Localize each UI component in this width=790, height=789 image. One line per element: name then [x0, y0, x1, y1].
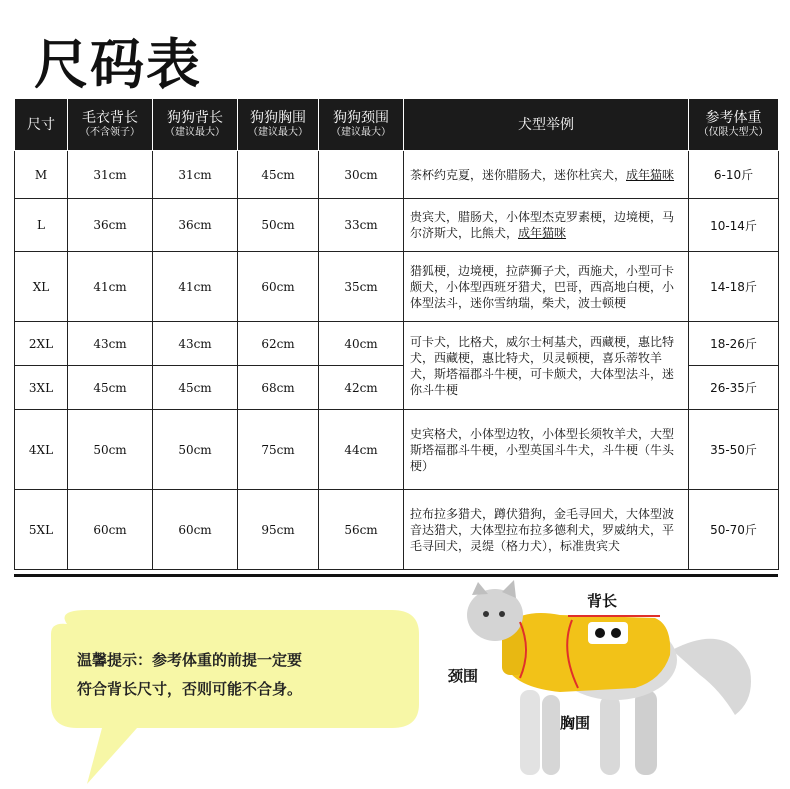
- cell-size: L: [15, 199, 68, 252]
- cell-sweater: 50cm: [68, 410, 153, 490]
- cell-back: 36cm: [153, 199, 238, 252]
- table-bottom-divider: [14, 574, 778, 577]
- cat-measurement-diagram: [450, 580, 780, 785]
- cell-size: 4XL: [15, 410, 68, 490]
- size-chart-table: [14, 98, 779, 570]
- chest-label: 胸围: [560, 714, 591, 732]
- cell-weight: 6-10斤: [689, 151, 779, 199]
- header-sweater-length: 毛衣背长 （不含领子）: [68, 99, 153, 151]
- cell-sweater: 43cm: [68, 322, 153, 366]
- header-dog-back: 狗狗背长 （建议最大）: [153, 99, 238, 151]
- header-dog-neck: 狗狗颈围 （建议最大）: [319, 99, 404, 151]
- cell-back: 31cm: [153, 151, 238, 199]
- cell-size: 5XL: [15, 490, 68, 570]
- header-dog-chest: 狗狗胸围 （建议最大）: [238, 99, 319, 151]
- cell-neck: 40cm: [319, 322, 404, 366]
- tip-bubble: [47, 604, 419, 718]
- table-row: [15, 252, 779, 322]
- cell-sweater: 60cm: [68, 490, 153, 570]
- cell-weight: 10-14斤: [689, 199, 779, 252]
- table-row: [15, 322, 779, 366]
- cell-chest: 60cm: [238, 252, 319, 322]
- cell-weight: 50-70斤: [689, 490, 779, 570]
- table-row: [15, 199, 779, 252]
- cell-neck: 35cm: [319, 252, 404, 322]
- cell-neck: 30cm: [319, 151, 404, 199]
- cell-chest: 95cm: [238, 490, 319, 570]
- cell-breeds: 猎狐梗，边境梗，拉萨狮子犬，西施犬，小型可卡颇犬，小体型西班牙猎犬，巴哥，西高地白梗，小体型法斗，迷你雪纳瑞，柴犬，波士顿梗: [404, 252, 689, 322]
- cell-chest: 50cm: [238, 199, 319, 252]
- table-header-row: [15, 99, 779, 151]
- cell-chest: 62cm: [238, 322, 319, 366]
- cell-weight: 18-26斤: [689, 322, 779, 366]
- cell-back: 60cm: [153, 490, 238, 570]
- cell-weight: 35-50斤: [689, 410, 779, 490]
- table-row: [15, 410, 779, 490]
- cell-neck: 42cm: [319, 366, 404, 410]
- header-breeds: 犬型举例: [404, 99, 689, 151]
- cell-back: 43cm: [153, 322, 238, 366]
- neck-label: 颈围: [448, 667, 479, 685]
- cell-chest: 68cm: [238, 366, 319, 410]
- header-size: 尺寸: [15, 99, 68, 151]
- cell-sweater: 45cm: [68, 366, 153, 410]
- tip-line-2: 符合背长尺寸，否则可能不合身。: [77, 680, 303, 698]
- page-title: 尺码表: [34, 33, 202, 96]
- table-row: [15, 490, 779, 570]
- cell-sweater: 36cm: [68, 199, 153, 252]
- cell-breeds: 史宾格犬，小体型边牧，小体型长须牧羊犬，大型斯塔福郡斗牛梗，小型英国斗牛犬，斗牛梗（牛头梗）: [404, 410, 689, 490]
- cell-breeds: 可卡犬，比格犬，威尔士柯基犬，西藏梗，惠比特犬，西藏梗，惠比特犬，贝灵顿梗，喜乐蒂牧羊犬，斯塔福郡斗牛梗，可卡颇犬，大体型法斗，迷你斗牛梗: [404, 322, 689, 410]
- cell-size: 2XL: [15, 322, 68, 366]
- cell-back: 45cm: [153, 366, 238, 410]
- cell-sweater: 41cm: [68, 252, 153, 322]
- cell-sweater: 31cm: [68, 151, 153, 199]
- back-length-label: 背长: [587, 592, 618, 610]
- cell-size: XL: [15, 252, 68, 322]
- cell-size: 3XL: [15, 366, 68, 410]
- cell-breeds: 拉布拉多猎犬，蹲伏猎狗，金毛寻回犬，大体型波音达猎犬，大体型拉布拉多德利犬，罗威纳犬，平毛寻回犬，灵缇（格力犬），标准贵宾犬: [404, 490, 689, 570]
- table-row: [15, 151, 779, 199]
- cell-breeds: 茶杯约克夏，迷你腊肠犬，迷你杜宾犬，成年猫咪: [404, 151, 689, 199]
- cell-breeds: 贵宾犬，腊肠犬，小体型杰克罗素梗，边境梗，马尔济斯犬，比熊犬，成年猫咪: [404, 199, 689, 252]
- cell-weight: 26-35斤: [689, 366, 779, 410]
- cell-back: 41cm: [153, 252, 238, 322]
- cell-chest: 45cm: [238, 151, 319, 199]
- header-weight: 参考体重 （仅限大型犬）: [689, 99, 779, 151]
- cell-size: M: [15, 151, 68, 199]
- tip-line-1: 温馨提示：参考体重的前提一定要: [77, 651, 303, 669]
- cell-neck: 56cm: [319, 490, 404, 570]
- cell-chest: 75cm: [238, 410, 319, 490]
- cell-weight: 14-18斤: [689, 252, 779, 322]
- tip-text: [77, 646, 397, 704]
- cell-neck: 33cm: [319, 199, 404, 252]
- cell-neck: 44cm: [319, 410, 404, 490]
- cell-back: 50cm: [153, 410, 238, 490]
